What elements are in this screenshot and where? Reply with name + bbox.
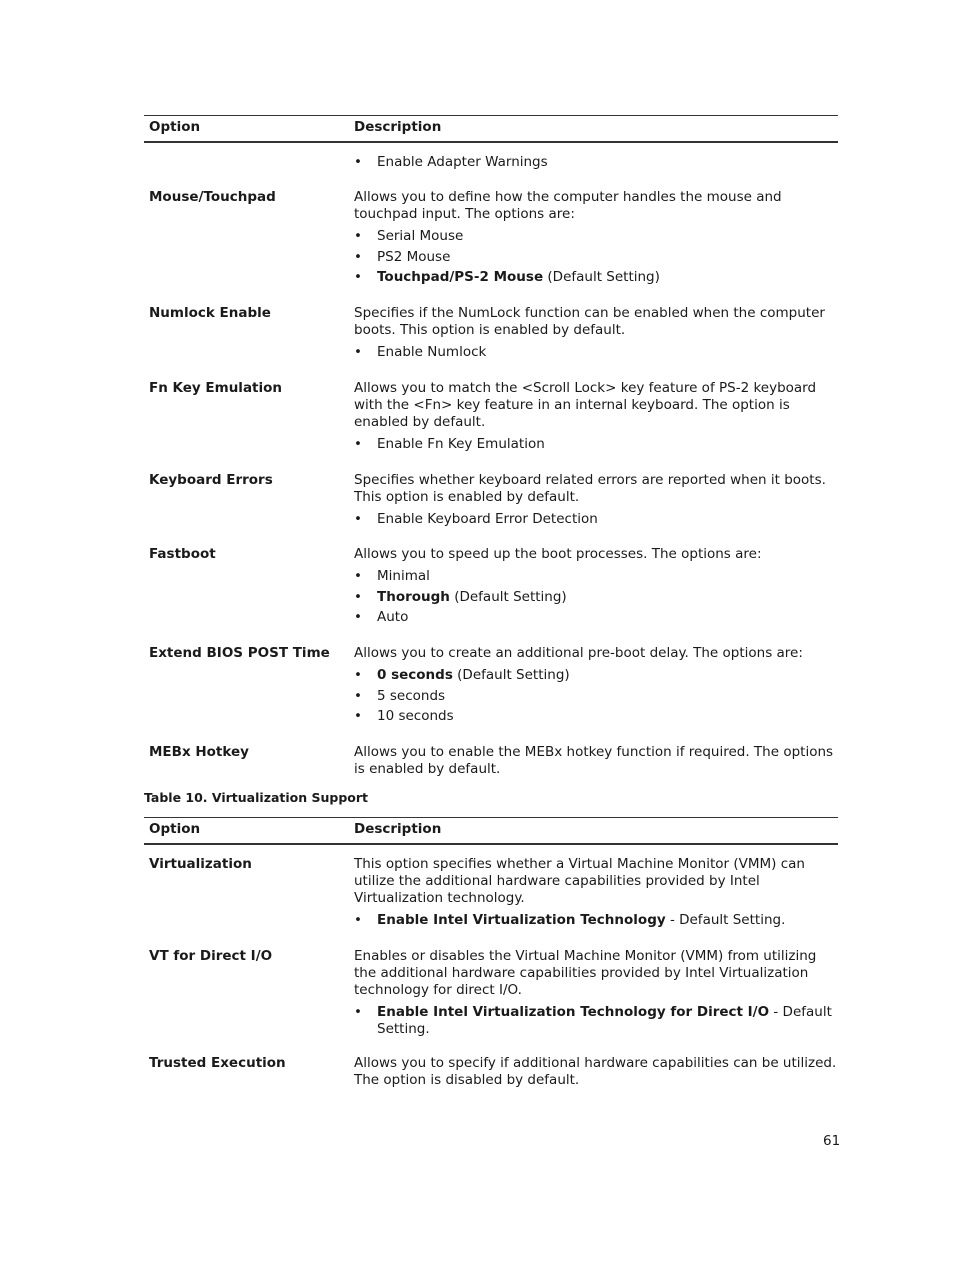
page-number: 61 xyxy=(823,1133,841,1149)
description-text: Enables or disables the Virtual Machine Monitor (VMM) from utilizing the additional hardware capabilities provided by Intel Virtualization technology for direct I/O. xyxy=(354,948,817,998)
table-caption: Table 10. Virtualization Support xyxy=(144,790,369,805)
bullet-icon: • xyxy=(354,588,362,605)
option-description xyxy=(354,380,838,453)
option-value-text: (Default Setting) xyxy=(452,667,570,683)
description-text: Allows you to speed up the boot processes. The options are: xyxy=(354,546,762,562)
option-name: Keyboard Errors xyxy=(149,472,273,488)
option-value-text: Enable Fn Key Emulation xyxy=(377,436,545,452)
option-name: Virtualization xyxy=(149,856,252,872)
option-description xyxy=(354,472,838,528)
list-item xyxy=(354,228,838,245)
description-text: Allows you to match the <Scroll Lock> key feature of PS-2 keyboard with the <Fn> key feature in an internal keyboard. The option is enabled by default. xyxy=(354,380,817,430)
description-text: Allows you to specify if additional hardware capabilities can be utilized. The option is disabled by default. xyxy=(354,1055,837,1088)
option-description xyxy=(354,546,838,626)
option-value-text: - Default Setting. xyxy=(377,1004,832,1037)
list-item xyxy=(354,609,838,626)
bullet-icon: • xyxy=(354,511,362,527)
option-description xyxy=(354,948,838,1038)
option-name: Numlock Enable xyxy=(149,305,271,321)
table-header xyxy=(144,817,838,845)
list-item xyxy=(354,1004,838,1038)
bullet-icon: • xyxy=(354,568,362,584)
list-item xyxy=(354,688,838,705)
option-value-emphasis: Enable Intel Virtualization Technology xyxy=(377,912,666,928)
bullet-icon: • xyxy=(354,708,362,725)
option-value-text: - Default Setting. xyxy=(665,912,786,928)
bullet-icon: • xyxy=(354,667,362,683)
option-value-emphasis: Touchpad/PS-2 Mouse xyxy=(377,269,544,286)
bullet-icon: • xyxy=(354,436,362,452)
column-header-option: Option xyxy=(149,119,201,135)
table-row xyxy=(144,305,838,365)
table-row xyxy=(144,380,838,457)
table-row xyxy=(144,856,838,933)
list-item xyxy=(354,269,838,286)
option-values-list xyxy=(354,228,838,286)
bullet-icon: • xyxy=(354,912,362,928)
description-text: This option specifies whether a Virtual Machine Monitor (VMM) can utilize the additional hardware capabilities provided by Intel Virtualization technology. xyxy=(354,856,805,906)
list-item xyxy=(354,708,838,725)
option-values-list xyxy=(354,154,838,171)
bullet-icon: • xyxy=(354,687,362,704)
bullet-icon: • xyxy=(354,1004,362,1020)
column-header-description: Description xyxy=(354,821,442,837)
table-row xyxy=(144,154,838,175)
option-values-list xyxy=(354,436,838,453)
table-row xyxy=(144,645,838,729)
list-item xyxy=(354,154,838,171)
list-item xyxy=(354,568,838,585)
option-name: Extend BIOS POST Time xyxy=(149,645,330,661)
option-value-text: (Default Setting) xyxy=(543,269,660,286)
option-value-text: Minimal xyxy=(377,568,430,584)
table-row xyxy=(144,189,838,290)
option-description xyxy=(354,189,838,286)
description-text: Allows you to enable the MEBx hotkey function if required. The options is enabled by default. xyxy=(354,744,834,777)
list-item xyxy=(354,667,838,684)
list-item xyxy=(354,436,838,453)
option-values-list xyxy=(354,511,838,528)
table-row xyxy=(144,948,838,1042)
option-name: Mouse/Touchpad xyxy=(149,189,276,205)
bullet-icon: • xyxy=(354,228,362,244)
option-value-text: Enable Keyboard Error Detection xyxy=(377,511,598,527)
description-text: Specifies if the NumLock function can be enabled when the computer boots. This option is enabled by default. xyxy=(354,305,825,338)
option-value-emphasis: Thorough xyxy=(377,588,450,605)
option-name: VT for Direct I/O xyxy=(149,948,273,964)
option-value-text: Enable Adapter Warnings xyxy=(377,154,548,170)
table-row xyxy=(144,744,838,783)
option-description xyxy=(354,744,838,778)
table-row xyxy=(144,472,838,532)
option-description xyxy=(354,645,838,725)
option-values-list xyxy=(354,1004,838,1038)
table-virtualization-support xyxy=(144,817,838,1088)
description-text: Allows you to define how the computer handles the mouse and touchpad input. The options are: xyxy=(354,189,782,222)
option-name: Fn Key Emulation xyxy=(149,380,283,396)
option-values-list xyxy=(354,912,838,929)
bullet-icon: • xyxy=(354,154,362,170)
option-value-emphasis: 0 seconds xyxy=(377,667,453,683)
option-values-list xyxy=(354,667,838,725)
option-description xyxy=(354,305,838,361)
table-bios-options xyxy=(144,115,838,777)
table-header xyxy=(144,115,838,143)
list-item xyxy=(354,511,838,528)
option-value-text: 10 seconds xyxy=(377,708,454,725)
list-item xyxy=(354,249,838,266)
option-value-text: PS2 Mouse xyxy=(377,248,451,265)
list-item xyxy=(354,912,838,929)
option-values-list xyxy=(354,344,838,361)
option-name: Fastboot xyxy=(149,546,216,562)
option-values-list xyxy=(354,568,838,626)
option-value-text: 5 seconds xyxy=(377,687,446,704)
bullet-icon: • xyxy=(354,344,362,360)
option-value-emphasis: Enable Intel Virtualization Technology for Direct I/O xyxy=(377,1004,770,1020)
table-row xyxy=(144,546,838,630)
option-description xyxy=(354,154,838,171)
description-text: Specifies whether keyboard related errors are reported when it boots. This option is enabled by default. xyxy=(354,472,826,505)
bullet-icon: • xyxy=(354,269,362,286)
option-name: Trusted Execution xyxy=(149,1055,286,1071)
description-text: Allows you to create an additional pre-boot delay. The options are: xyxy=(354,645,803,661)
bullet-icon: • xyxy=(354,248,362,265)
option-value-text: (Default Setting) xyxy=(449,588,567,605)
option-description xyxy=(354,1055,838,1089)
option-value-text: Auto xyxy=(377,609,409,626)
option-value-text: Enable Numlock xyxy=(377,344,487,360)
option-description xyxy=(354,856,838,929)
option-name: MEBx Hotkey xyxy=(149,744,249,760)
column-header-option: Option xyxy=(149,821,201,837)
table-row xyxy=(144,1055,838,1094)
column-header-description: Description xyxy=(354,119,442,135)
option-value-text: Serial Mouse xyxy=(377,228,464,244)
bullet-icon: • xyxy=(354,609,362,626)
list-item xyxy=(354,344,838,361)
list-item xyxy=(354,589,838,606)
